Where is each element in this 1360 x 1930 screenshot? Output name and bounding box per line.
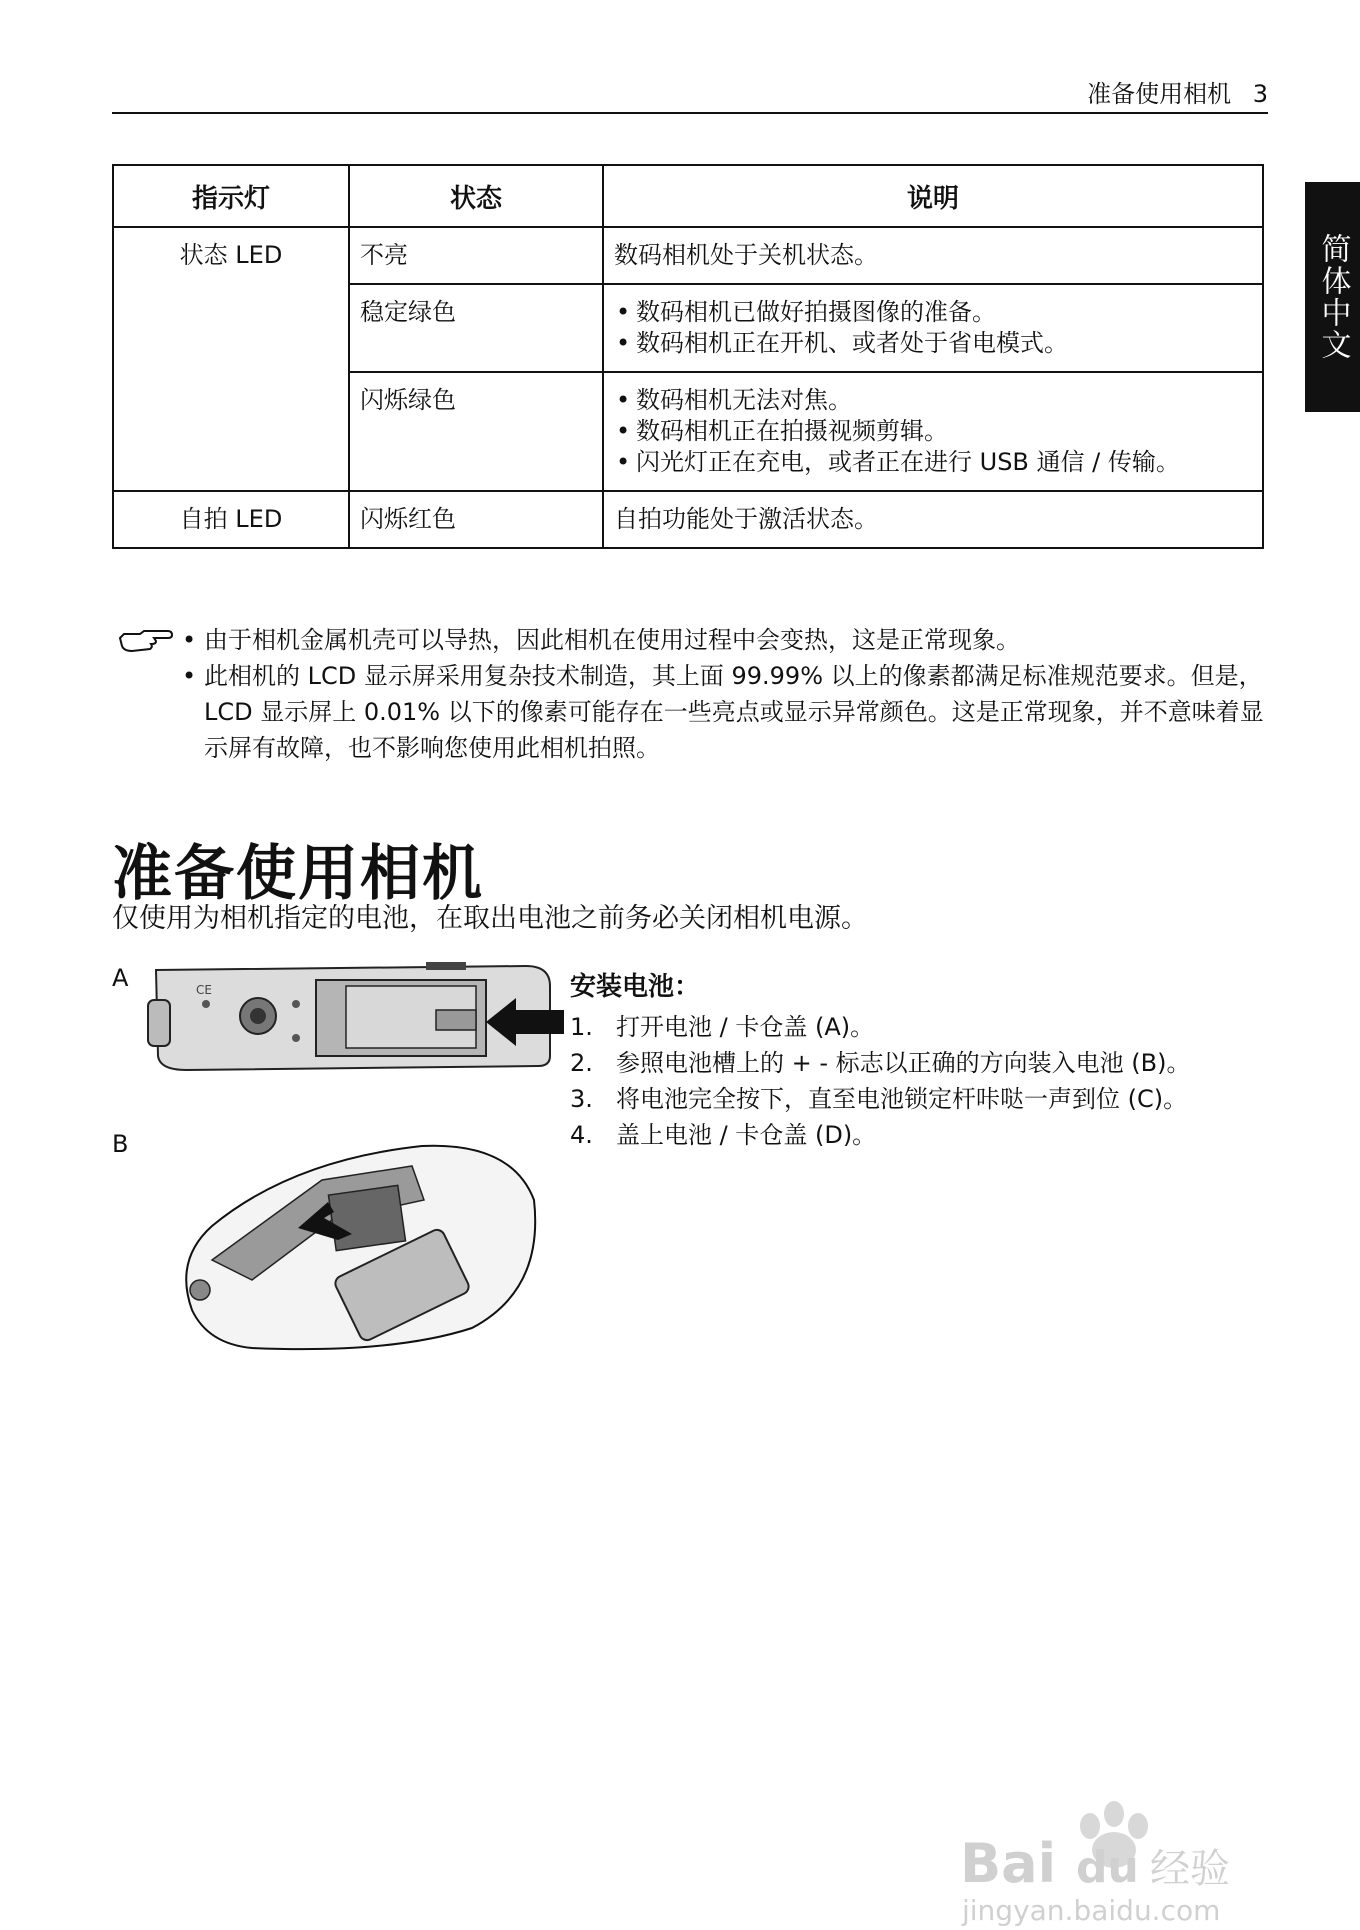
watermark-brand-left: Bai [960, 1832, 1057, 1895]
svg-text:CE: CE [196, 983, 212, 997]
section-intro: 仅使用为相机指定的电池，在取出电池之前务必关闭相机电源。 [112, 903, 868, 934]
camera-bottom-illustration [146, 960, 566, 1076]
column-header: 指示灯 [113, 165, 349, 227]
watermark-suffix: 经验 [1150, 1846, 1230, 1892]
baidu-jingyan-watermark [950, 1780, 1290, 1930]
battery-insert-illustration [172, 1140, 542, 1356]
description-cell [603, 372, 1263, 491]
page-header [1087, 74, 1268, 109]
list-item: • 数码相机正在拍摄视频剪辑。 [614, 416, 1252, 447]
step-number: 3. [570, 1085, 593, 1113]
page-number: 3 [1252, 80, 1268, 108]
table-row [113, 491, 1263, 548]
step-text: 盖上电池 / 卡仓盖 (D)。 [616, 1121, 877, 1149]
watermark-brand-right: du [1076, 1842, 1139, 1893]
note-item: • 由于相机金属机壳可以导热，因此相机在使用过程中会变热，这是正常现象。 [182, 622, 1268, 658]
step-text: 参照电池槽上的 + - 标志以正确的方向装入电池 (B)。 [616, 1049, 1191, 1077]
description-cell: 自拍功能处于激活状态。 [603, 491, 1263, 548]
install-step [570, 1117, 1290, 1153]
step-number: 4. [570, 1121, 593, 1149]
description-cell: 数码相机处于关机状态。 [603, 227, 1263, 284]
header-title: 准备使用相机 [1087, 80, 1232, 108]
header-rule [112, 112, 1268, 114]
install-step [570, 1009, 1290, 1045]
led-status-table [112, 164, 1264, 549]
install-step [570, 1081, 1290, 1117]
install-battery-section [570, 966, 1290, 1153]
watermark-url: jingyan.baidu.com [962, 1894, 1221, 1927]
description-cell [603, 284, 1263, 372]
note-block [118, 622, 1268, 766]
figure-b-label: B [112, 1130, 129, 1158]
indicator-cell: 状态 LED [113, 227, 349, 491]
list-item: • 数码相机已做好拍摄图像的准备。 [614, 297, 1252, 328]
install-heading: 安装电池： [570, 972, 701, 1002]
step-text: 将电池完全按下，直至电池锁定杆咔哒一声到位 (C)。 [616, 1085, 1188, 1113]
state-cell: 闪烁红色 [349, 491, 603, 548]
table-row [113, 227, 1263, 284]
column-header: 说明 [603, 165, 1263, 227]
list-item: • 数码相机正在开机、或者处于省电模式。 [614, 328, 1252, 359]
step-number: 2. [570, 1049, 593, 1077]
install-step [570, 1045, 1290, 1081]
list-item: • 闪光灯正在充电，或者正在进行 USB 通信 / 传输。 [614, 447, 1252, 478]
figure-a-label: A [112, 964, 129, 992]
table-header-row [113, 165, 1263, 227]
language-tab: 简体中文 [1305, 182, 1360, 412]
section-title: 准备使用相机 [112, 839, 484, 909]
state-cell: 稳定绿色 [349, 284, 603, 372]
list-item: • 数码相机无法对焦。 [614, 385, 1252, 416]
state-cell: 不亮 [349, 227, 603, 284]
step-text: 打开电池 / 卡仓盖 (A)。 [616, 1013, 875, 1041]
note-item: • 此相机的 LCD 显示屏采用复杂技术制造，其上面 99.99% 以上的像素都满足标准规范要求。但是， LCD 显示屏上 0.01% 以下的像素可能存在一些亮点或显示异常颜色。这是正常现象，并不意味着显示屏有故障，也不影响您使用此相机拍照。 [182, 658, 1268, 766]
step-number: 1. [570, 1013, 593, 1041]
column-header: 状态 [349, 165, 603, 227]
indicator-cell: 自拍 LED [113, 491, 349, 548]
pointing-hand-icon [118, 628, 174, 654]
state-cell: 闪烁绿色 [349, 372, 603, 491]
